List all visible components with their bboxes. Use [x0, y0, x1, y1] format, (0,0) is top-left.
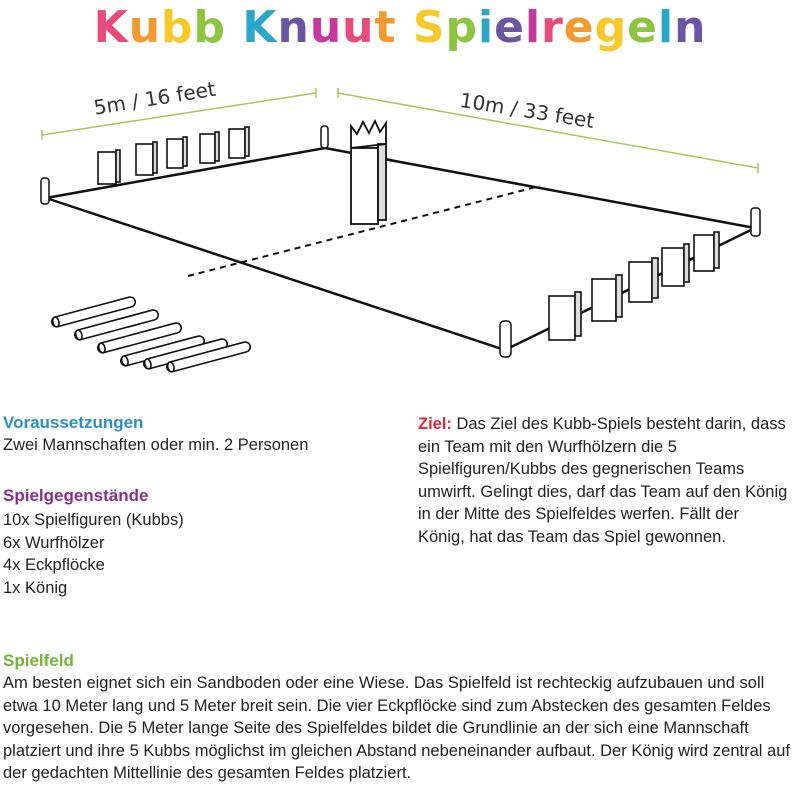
title-letter: u	[309, 2, 343, 53]
goal-label: Ziel:	[418, 415, 452, 433]
width-label: 5m / 16 feet	[92, 76, 218, 120]
requirements-text: Zwei Mannschaften oder min. 2 Personen	[3, 436, 309, 454]
title-letter: e	[627, 2, 658, 53]
items-list	[3, 509, 184, 599]
title-letter: b	[193, 2, 227, 53]
field-heading: Spielfeld	[3, 651, 74, 670]
title-letter	[226, 2, 242, 53]
title-letter: i	[478, 2, 495, 53]
title-letter: l	[657, 2, 675, 53]
title-letter: b	[161, 2, 194, 53]
title-letter: t	[374, 2, 397, 53]
title-letter: e	[494, 2, 525, 53]
requirements-heading: Voraussetzungen	[3, 413, 144, 432]
title-letter: e	[563, 2, 595, 53]
title-letter: K	[93, 2, 129, 53]
field-text: Am besten eignet sich ein Sandboden oder eine Wiese. Das Spielfeld ist rechteckig aufzubauen und soll etwa 10 Meter lang und 5 Meter breit sein. Die vier Eckpflöcke sind zum Abstecken des gesamten Feldes vorgesehen. Die 5 Meter lange Seite des Spielfeldes bildet die Grundlinie an der sich eine Mannschaft platziert und ihre 5 Kubbs möglichst im gleichen Abstand nebeneinander aufbaut. Der König wird zentral auf der gedachten Mittellinie des gesamten Feldes platziert.	[3, 674, 790, 782]
title-letter: p	[445, 2, 479, 53]
title-letter: S	[412, 2, 446, 53]
goal-text: Das Ziel des Kubb-Spiels besteht darin, dass ein Team mit den Wurfhölzern die 5 Spielfiguren/Kubbs des gegnerischen Teams umwirft. Gelingt dies, darf das Team auf den König in der Mitte des Spielfeldes werfen. Fällt der König, hat das Team das Spiel gewonnen.	[418, 415, 788, 546]
page-title	[0, 2, 800, 53]
items-heading: Spielgegenstände	[3, 486, 149, 505]
title-letter: l	[524, 2, 542, 53]
title-letter: n	[277, 2, 310, 53]
title-letter	[397, 2, 413, 53]
list-item: 4x Eckpflöcke	[3, 556, 105, 574]
title-letter: u	[342, 2, 375, 53]
list-item: 10x Spielfiguren (Kubbs)	[3, 511, 184, 529]
title-letter: g	[594, 2, 628, 53]
list-item: 6x Wurfhölzer	[3, 533, 105, 552]
list-item: 1x König	[3, 578, 68, 597]
king	[351, 121, 386, 224]
title-letter: K	[242, 2, 278, 53]
throwing-sticks	[51, 296, 252, 373]
goal-paragraph	[418, 413, 790, 548]
title-letter: r	[541, 2, 564, 53]
title-letter: u	[128, 2, 162, 53]
title-letter: n	[674, 2, 707, 53]
length-label: 10m / 33 feet	[458, 88, 597, 133]
kubbs-front-row	[549, 232, 719, 340]
field-diagram	[0, 78, 800, 378]
